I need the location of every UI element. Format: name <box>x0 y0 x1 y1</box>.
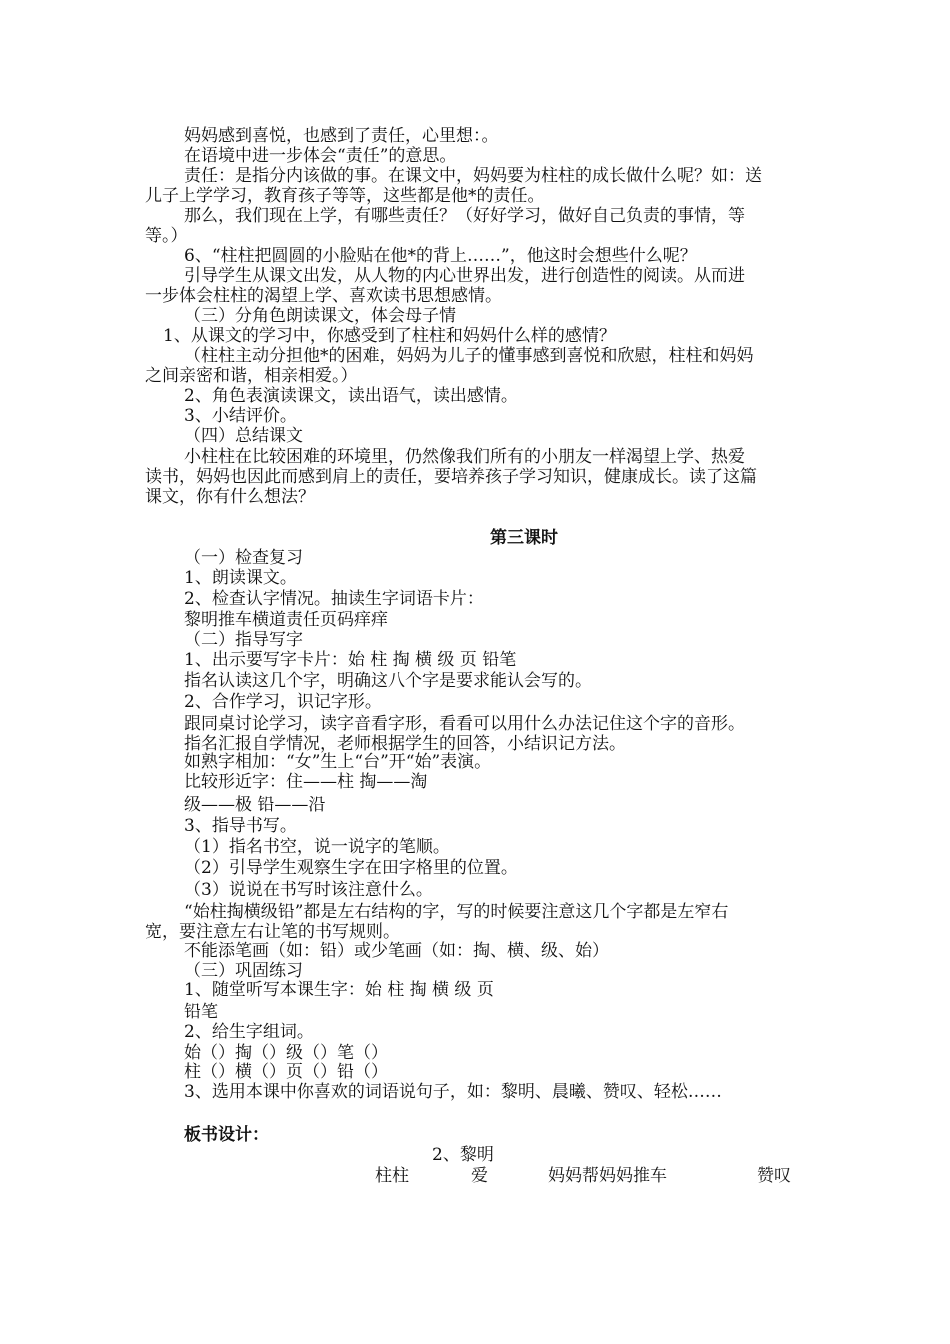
text-line: 一步体会柱柱的渴望上学、喜欢读书思想感情。 <box>145 286 502 306</box>
text-line: （三）巩固练习 <box>184 961 303 981</box>
text-line: 等。） <box>145 226 188 246</box>
text-line: 2、合作学习，识记字形。 <box>184 692 382 712</box>
text-line: 如熟字相加：“女”生上“台”开“始”表演。 <box>184 752 492 772</box>
text-line: 柱（）横（）页（）铅（） <box>184 1062 388 1082</box>
text-line: （四）总结课文 <box>184 426 303 446</box>
text-line: 1、出示要写字卡片：始 柱 掏 横 级 页 铅笔 <box>184 650 517 670</box>
text-line: 跟同桌讨论学习，读字音看字形，看看可以用什么办法记住这个字的音形。 <box>184 714 745 734</box>
text-line: （2）引导学生观察生字在田字格里的位置。 <box>184 858 518 878</box>
text-line: 比较形近字：住——柱 掏——淘 <box>184 772 428 792</box>
text-line: （一）检查复习 <box>184 548 303 568</box>
text-line: 之间亲密和谐，相亲相爱。） <box>145 366 358 386</box>
board-design-title: 板书设计： <box>184 1125 269 1145</box>
text-line: （二）指导写字 <box>184 630 303 650</box>
text-line: 3、小结评价。 <box>184 406 297 426</box>
text-line: 宽，要注意左右让笔的书写规则。 <box>145 922 400 942</box>
board-lesson-title: 2、黎明 <box>432 1145 494 1165</box>
text-line: 不能添笔画（如：铅）或少笔画（如：掏、横、级、始） <box>184 941 609 961</box>
text-line: 3、选用本课中你喜欢的词语说句子，如：黎明、晨曦、赞叹、轻松…… <box>184 1082 722 1102</box>
text-line: 铅笔 <box>184 1002 218 1022</box>
text-line: 2、检查认字情况。抽读生字词语卡片： <box>184 589 484 609</box>
text-line: 指名汇报自学情况，老师根据学生的回答，小结识记方法。 <box>184 734 626 754</box>
text-line: 小柱柱在比较困难的环境里，仍然像我们所有的小朋友一样渴望上学、热爱 <box>184 447 745 467</box>
board-item: 柱柱 <box>375 1166 409 1186</box>
text-line: 始（）掏（）级（）笔（） <box>184 1043 388 1063</box>
board-item: 爱 <box>471 1166 488 1186</box>
text-line: 6、“柱柱把圆圆的小脸贴在他*的背上……”，他这时会想些什么呢？ <box>184 246 697 266</box>
text-line: 2、给生字组词。 <box>184 1022 314 1042</box>
text-line: 责任：是指分内该做的事。在课文中，妈妈要为柱柱的成长做什么呢？如：送 <box>184 166 762 186</box>
text-line: 那么，我们现在上学，有哪些责任？（好好学习，做好自己负责的事情，等 <box>184 206 745 226</box>
board-item: 妈妈帮妈妈推车 <box>548 1166 667 1186</box>
text-line: 1、从课文的学习中，你感受到了柱柱和妈妈什么样的感情？ <box>163 326 616 346</box>
text-line: 1、随堂听写本课生字：始 柱 掏 横 级 页 <box>184 980 494 1000</box>
section-title: 第三课时 <box>490 528 558 548</box>
text-line: 指名认读这几个字，明确这八个字是要求能认会写的。 <box>184 671 592 691</box>
text-line: “始柱掏横级铅”都是左右结构的字，写的时候要注意这几个字都是左窄右 <box>184 902 729 922</box>
text-line: 课文，你有什么想法？ <box>145 487 315 507</box>
text-line: （柱柱主动分担他*的困难，妈妈为儿子的懂事感到喜悦和欣慰，柱柱和妈妈 <box>184 346 754 366</box>
text-line: 儿子上学学习，教育孩子等等，这些都是他*的责任。 <box>145 186 545 206</box>
text-line: 在语境中进一步体会“责任”的意思。 <box>184 146 457 166</box>
text-line: 妈妈感到喜悦，也感到了责任，心里想：。 <box>184 126 499 146</box>
text-line: 级——极 铅——沿 <box>184 795 326 815</box>
board-item: 赞叹 <box>757 1166 791 1186</box>
text-line: 黎明推车横道责任页码痒痒 <box>184 610 388 630</box>
text-line: （3）说说在书写时该注意什么。 <box>184 880 433 900</box>
text-line: 1、朗读课文。 <box>184 568 297 588</box>
text-line: 读书，妈妈也因此而感到肩上的责任，要培养孩子学习知识，健康成长。读了这篇 <box>145 467 757 487</box>
text-line: （1）指名书空，说一说字的笔顺。 <box>184 837 450 857</box>
text-line: 2、角色表演读课文，读出语气，读出感情。 <box>184 386 518 406</box>
text-line: （三）分角色朗读课文，体会母子情 <box>184 306 456 326</box>
text-line: 引导学生从课文出发，从人物的内心世界出发，进行创造性的阅读。从而进 <box>184 266 745 286</box>
text-line: 3、指导书写。 <box>184 816 297 836</box>
